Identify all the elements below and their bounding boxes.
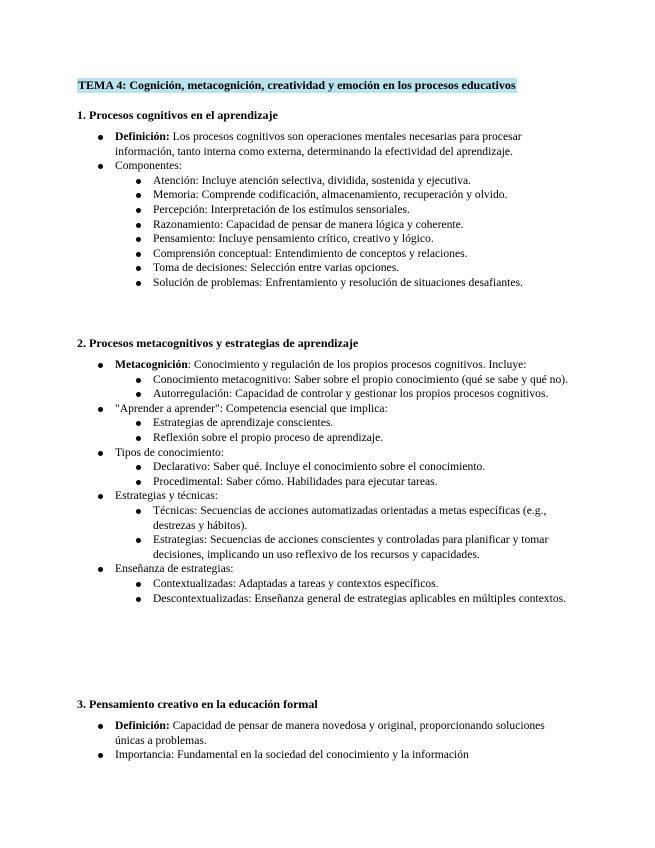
section-3-heading: 3. Pensamiento creativo en la educación formal: [77, 697, 318, 711]
list-item: [97, 402, 577, 446]
document-title: TEMA 4: Cognición, metacognición, creatividad y emoción en los procesos educativos: [78, 78, 516, 92]
item-text: Los procesos cognitivos son operaciones mentales necesarias para procesar información, tanto interna como externa, determinando la efectividad del aprendizaje.: [115, 130, 522, 158]
item-text: Capacidad de pensar de manera novedosa y original, proporcionando soluciones únicas a problemas.: [115, 719, 545, 747]
sub-list-item: Atención: Incluye atención selectiva, dividida, sostenida y ejecutiva.: [135, 174, 577, 189]
sub-list-item: Contextualizadas: Adaptadas a tareas y contextos específicos.: [135, 577, 577, 592]
sub-list-item: Toma de decisiones: Selección entre varias opciones.: [135, 261, 577, 276]
sub-list-item: Conocimiento metacognitivo: Saber sobre el propio conocimiento (qué se sabe y qué no).: [135, 373, 577, 388]
list-item: [97, 159, 577, 290]
section-1-list: [97, 130, 577, 291]
list-item: [97, 562, 577, 606]
item-text: Componentes:: [115, 159, 182, 173]
sub-list-item: Solución de problemas: Enfrentamiento y resolución de situaciones desafiantes.: [135, 276, 577, 291]
sub-list-item: Descontextualizadas: Enseñanza general de estrategias aplicables en múltiples contextos.: [135, 592, 577, 607]
sub-list-item: Declarativo: Saber qué. Incluye el conocimiento sobre el conocimiento.: [135, 460, 577, 475]
list-item: [97, 489, 577, 562]
list-item: [97, 719, 577, 748]
sub-list-item: Técnicas: Secuencias de acciones automatizadas orientadas a metas específicas (e.g., destrezas y hábitos).: [135, 504, 577, 533]
sub-list-item: Percepción: Interpretación de los estímulos sensoriales.: [135, 203, 577, 218]
section-2-list: [97, 358, 577, 606]
item-text: Tipos de conocimiento:: [115, 445, 225, 459]
sub-list-item: Razonamiento: Capacidad de pensar de manera lógica y coherente.: [135, 218, 577, 233]
sub-list-item: Estrategias de aprendizaje conscientes.: [135, 416, 577, 431]
section-2-heading: 2. Procesos metacognitivos y estrategias de aprendizaje: [77, 336, 359, 350]
sub-list-item: Memoria: Comprende codificación, almacenamiento, recuperación y olvido.: [135, 188, 577, 203]
sub-list-item: Estrategias: Secuencias de acciones conscientes y controladas para planificar y tomar decisiones, implicando un uso reflexivo de los recursos y capacidades.: [135, 533, 577, 562]
item-text: : Conocimiento y regulación de los propios procesos cognitivos. Incluye:: [187, 358, 527, 371]
item-label: Definición:: [115, 719, 170, 732]
list-item: [97, 748, 577, 763]
list-item: [97, 446, 577, 490]
item-text: Estrategias y técnicas:: [115, 489, 219, 503]
sub-list-item: Autorregulación: Capacidad de controlar y gestionar los propios procesos cognitivos.: [135, 387, 577, 402]
section-3-list: [97, 719, 577, 763]
item-text: Importancia: Fundamental en la sociedad del conocimiento y la información: [115, 748, 469, 762]
list-item: [97, 130, 577, 159]
item-text: "Aprender a aprender": Competencia esencial que implica:: [115, 401, 388, 415]
item-label: Metacognición: [115, 358, 188, 371]
sub-list-item: Procedimental: Saber cómo. Habilidades para ejecutar tareas.: [135, 475, 577, 490]
sub-list-item: Reflexión sobre el propio proceso de aprendizaje.: [135, 431, 577, 446]
list-item: [97, 358, 577, 402]
item-text: Enseñanza de estrategias:: [115, 562, 234, 576]
sub-list-item: Comprensión conceptual: Entendimiento de conceptos y relaciones.: [135, 247, 577, 262]
sub-list-item: Pensamiento: Incluye pensamiento crítico, creativo y lógico.: [135, 232, 577, 247]
item-label: Definición:: [115, 130, 170, 143]
section-1-heading: 1. Procesos cognitivos en el aprendizaje: [77, 108, 278, 122]
